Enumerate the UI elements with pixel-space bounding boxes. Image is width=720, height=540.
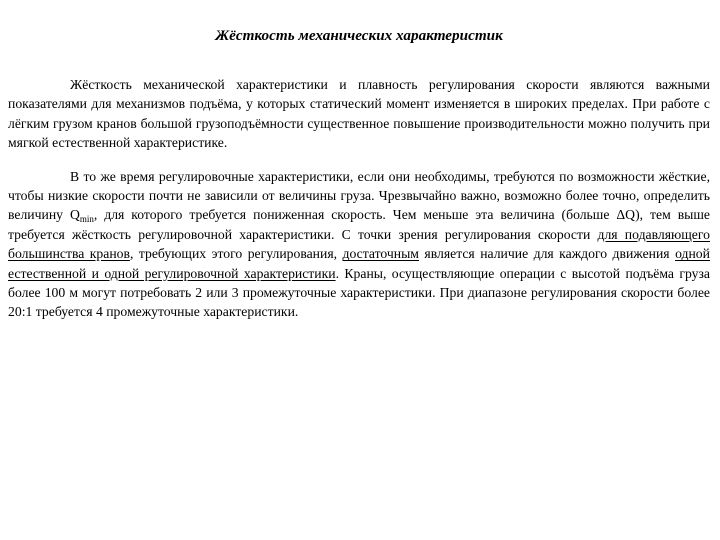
paragraph-2-text-4: является наличие для каждого движения	[418, 246, 676, 262]
paragraph-2-text-1: В то же время регулировочные характеристики, если они необходимы, требуются по возможности жёсткие, чтобы низкие скорости почти не зависили от величины груза. Чрезвычайно важно, возможно более точно, определить величину Q	[8, 168, 710, 223]
paragraph-1	[8, 75, 710, 153]
underlined-phrase-characteristics: одной естественной и одной регулировочной характеристики	[8, 246, 710, 281]
q-min-subscript: min	[79, 214, 94, 225]
page-title: Жёсткость механических характеристик	[215, 27, 503, 44]
paragraph-2-text-3: , требующих этого регулирования,	[129, 246, 343, 262]
paragraph-2	[8, 167, 710, 322]
paragraph-1-text: Жёсткость механической характеристики и плавность регулирования скорости являются важными показателями для механизмов подъёма, у которых статический момент изменяется в широких пределах. При работе с лёгким грузом кранов большой грузоподъёмности существенное повышение производительности можно получить при мягкой естественной характеристике.	[8, 77, 710, 151]
underlined-word-sufficient: достаточным	[342, 246, 419, 262]
paragraph-2-text-2: , для которого требуется пониженная скорость. Чем меньше эта величина (больше ΔQ), тем выше требуется жёсткость регулировочной характеристики. С точки зрения регулирования скорости	[8, 207, 710, 242]
paragraph-2-text-5: . Краны, осуществляющие операции с высотой подъёма груза более 100 м могут потребовать 2 или 3 промежуточные характеристики. При диапазоне регулирования скорости более 20:1 требуется 4 промежуточные характеристики.	[8, 265, 710, 320]
underlined-phrase-majority-cranes: для подавляющего большинства кранов	[8, 226, 710, 262]
